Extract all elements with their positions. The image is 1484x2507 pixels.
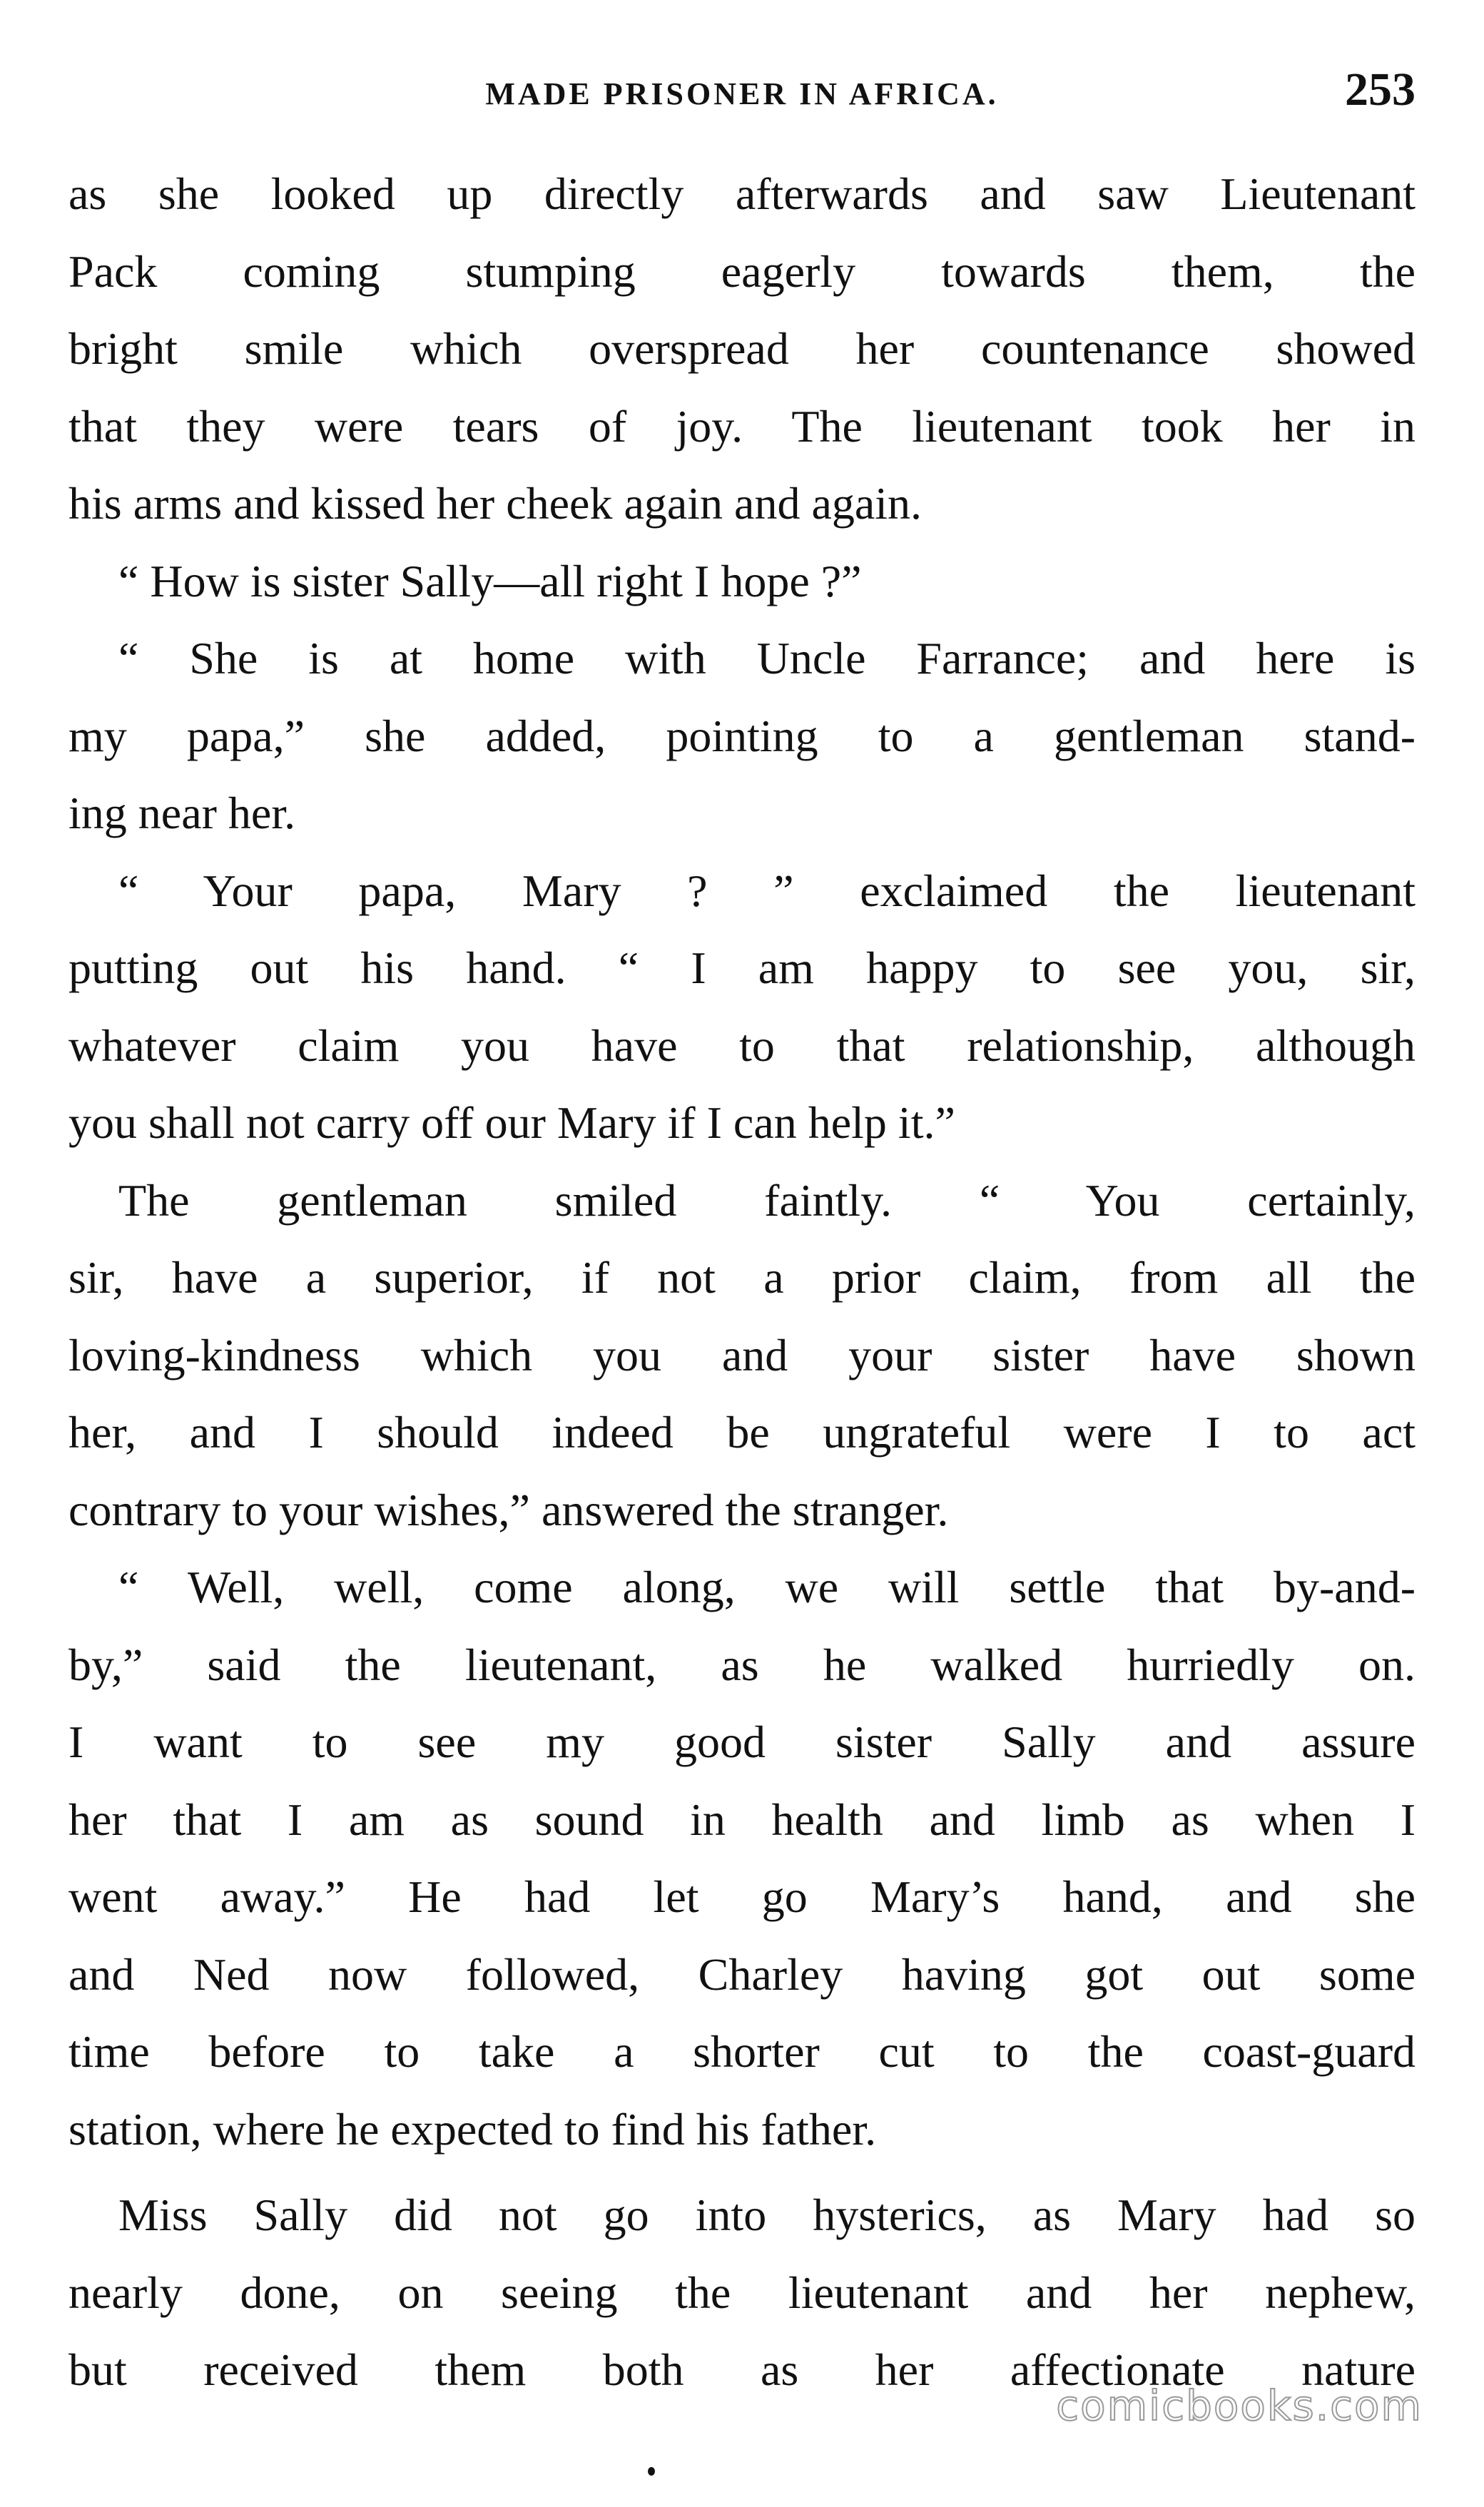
text-line: his arms and kissed her cheek again and again.	[68, 478, 923, 529]
text-line: station, where he expected to find his father.	[68, 2103, 877, 2155]
text-line: I want to see my good sister Sally and assure	[68, 1717, 1416, 1767]
text-line: my papa,” she added, pointing to a gentleman stand-	[68, 710, 1416, 761]
text-line: and Ned now followed, Charley having got out some	[68, 1948, 1416, 2000]
text-line: bright smile which overspread her countenance showed	[68, 323, 1416, 374]
text-line: sir, have a superior, if not a prior claim, from all the	[68, 1252, 1416, 1303]
text-line: putting out his hand. “ I am happy to see you, sir,	[68, 942, 1416, 993]
text-line: time before to take a shorter cut to the coast-guard	[68, 2026, 1416, 2077]
text-line: nearly done, on seeing the lieutenant and her nephew,	[68, 2267, 1416, 2318]
watermark: comicbooks.com	[1056, 2381, 1423, 2430]
text-line: her, and I should indeed be ungrateful were I to act	[68, 1407, 1416, 1458]
text-line: “ Your papa, Mary ? ” exclaimed the lieutenant	[118, 865, 1416, 916]
text-line: by,” said the lieutenant, as he walked hurriedly on.	[68, 1639, 1416, 1690]
text-line: “ Well, well, come along, we will settle that by-and-	[118, 1562, 1416, 1612]
text-line: whatever claim you have to that relationship, although	[68, 1019, 1416, 1071]
page-number: 253	[1345, 63, 1416, 116]
text-line: “ She is at home with Uncle Farrance; and here is	[118, 633, 1416, 683]
text-line: that they were tears of joy. The lieutenant took her in	[68, 400, 1416, 452]
text-line: Miss Sally did not go into hysterics, as Mary had so	[118, 2190, 1416, 2240]
page-header	[68, 63, 1416, 127]
text-line: Pack coming stumping eagerly towards them, the	[68, 245, 1416, 297]
text-line: as she looked up directly afterwards and saw Lieutenant	[68, 168, 1416, 219]
body-text	[68, 156, 1416, 2409]
running-title: MADE PRISONER IN AFRICA.	[485, 76, 999, 111]
text-line: loving-kindness which you and your sister have shown	[68, 1329, 1416, 1380]
text-line: but received them both as her affectionate nature	[68, 2344, 1416, 2395]
text-line: her that I am as sound in health and limb as when I	[68, 1794, 1416, 1845]
text-line: ing near her.	[68, 788, 296, 838]
text-line: you shall not carry off our Mary if I can help it.”	[68, 1097, 955, 1148]
text-line: went away.” He had let go Mary’s hand, and she	[68, 1871, 1416, 1922]
text-line: contrary to your wishes,” answered the stranger.	[68, 1484, 949, 1535]
ink-dot	[648, 2467, 655, 2476]
text-line: The gentleman smiled faintly. “ You certainly,	[118, 1174, 1416, 1226]
text-line: “ How is sister Sally—all right I hope ?”	[118, 555, 862, 606]
